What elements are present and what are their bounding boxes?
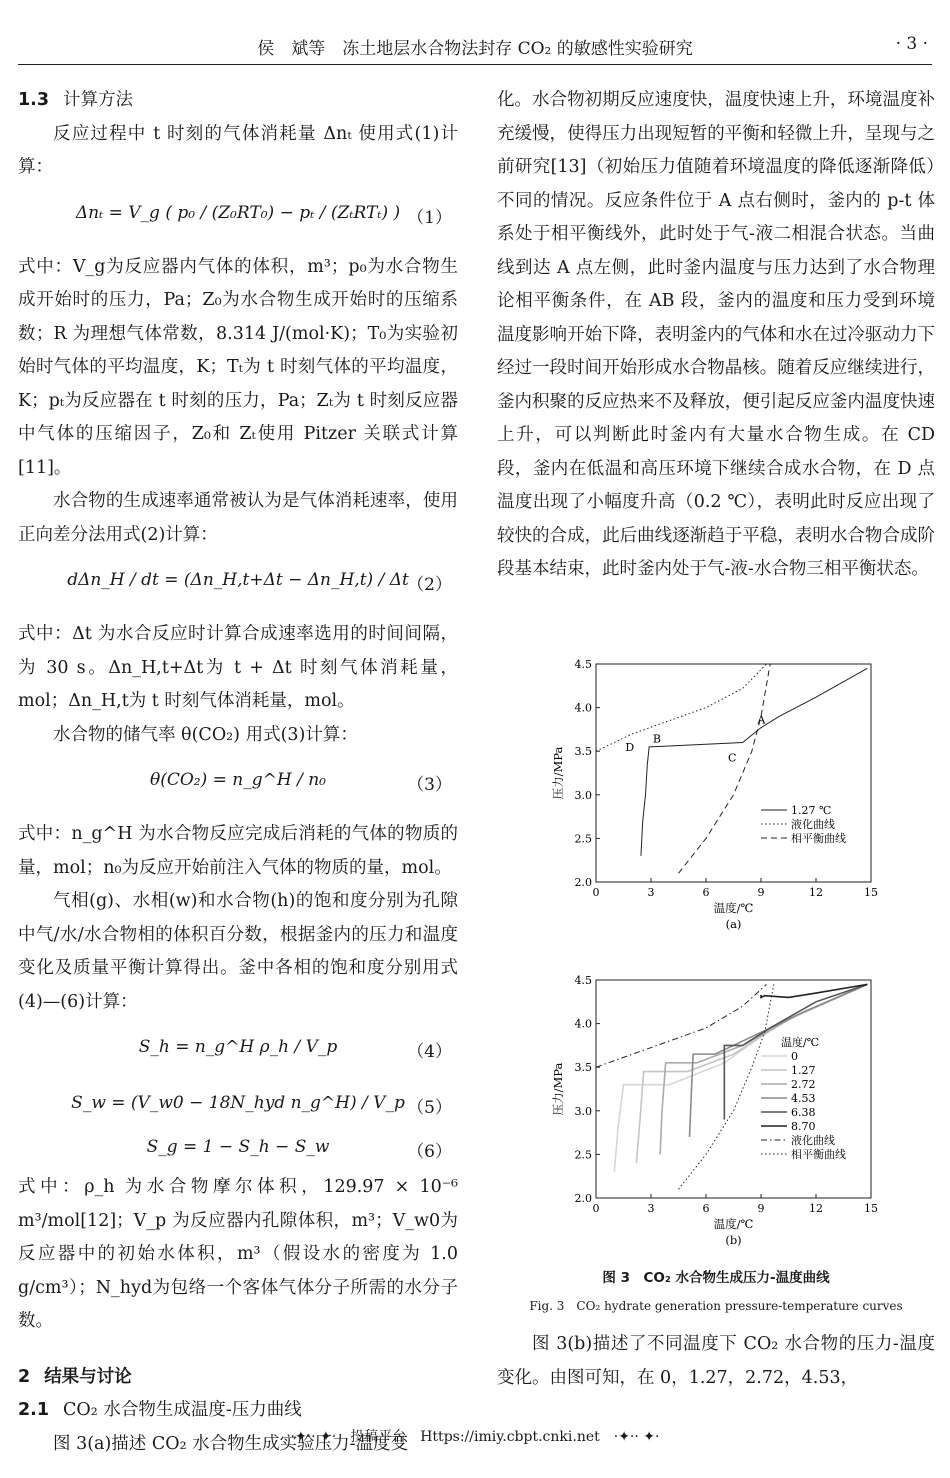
section-number: 2 — [18, 1366, 31, 1387]
y-axis-label: 压力/MPa — [551, 746, 565, 800]
x-tick-label: 6 — [702, 886, 710, 899]
legend-label: 液化曲线 — [791, 818, 835, 831]
section-title: 计算方法 — [63, 90, 134, 110]
equation-number: （5） — [407, 1098, 452, 1118]
legend-label: 1.27 — [791, 1064, 816, 1077]
footer: ·✦·· ✦· 投稿平台 Https://imiy.cbpt.cnki.net ·✦·· ✦· — [290, 1429, 660, 1445]
paragraph: 式中：ρ_h 为水合物摩尔体积，129.97 × 10⁻⁶ m³/mol[12]；V_p 为反应器内孔隙体积，m³；V_w0为反应器中的初始水体积，m³（假设水的密度为 1.0 g/cm³）；N_hyd为包络一个客体气体分子所需的水分子数。 — [18, 1177, 458, 1331]
figure-3b — [540, 966, 885, 1260]
legend-label: 2.72 — [791, 1078, 816, 1091]
x-tick-label: 15 — [864, 1202, 878, 1215]
x-tick-label: 9 — [757, 1202, 765, 1215]
running-header — [18, 30, 932, 65]
paragraph: 式中：V_g为反应器内气体的体积，m³；p₀为水合物生成开始时的压力，Pa；Z₀为水合物生成开始时的压缩系数；R 为理想气体常数，8.314 J/(mol·K)；T₀为实验初始时气体的平均温度，K；Tₜ为 t 时刻气体的平均温度，K；pₜ为反应器在 t 时刻的压力，Pa；Zₜ为 t 时刻反应器中气体的压缩因子，Z₀和 Zₜ使用 Pitzer 关联式计算[11]。 — [18, 256, 458, 478]
paragraph: 水合物的生成速率通常被认为是气体消耗速率，使用正向差分法用式(2)计算： — [18, 491, 458, 545]
x-axis-label: 温度/℃ — [713, 901, 754, 915]
equation-2 — [18, 552, 458, 618]
y-tick-label: 4.5 — [574, 974, 592, 987]
series-line — [679, 984, 774, 1189]
x-tick-label: 15 — [864, 886, 878, 899]
section-number: 2.1 — [18, 1400, 50, 1420]
x-tick-label: 3 — [647, 886, 655, 899]
x-tick-label: 6 — [702, 1202, 710, 1215]
section-1-3-heading — [18, 84, 458, 118]
equation-body: dΔn_H / dt = (Δn_H,t+Δt − Δn_H,t) / Δt — [67, 570, 409, 590]
series-line — [679, 664, 771, 873]
x-axis-label: 温度/℃ — [713, 1217, 754, 1231]
running-title: 侯 斌等 冻土地层水合物法封存 CO₂ 的敏感性实验研究 — [257, 39, 693, 59]
paragraph: 化。水合物初期反应速度快，温度快速上升，环境温度补充缓慢，使得压力出现短暂的平衡和轻微上升，呈现与之前研究[13]（初始压力值随着环境温度的降低逐渐降低）不同的情况。反应条件位于 A 点右侧时，釜内的 p-t 体系处于相平衡线外，此时处于气-液二相混合状态。当曲线到达 A 点左侧，此时釜内温度与压力达到了水合物理论相平衡条件，在 AB 段，釜内的温度和压力受到环境温度影响开始下降，表明釜内的气体和水在过冷驱动力下经过一段时间开始形成水合物晶核。随着反应继续进行，釜内积聚的反应热来不及释放，便引起反应釜内温度快速上升，可以判断此时釜内有大量水合物生成。在 CD 段，釜内在低温和高压环境下继续合成水合物，在 D 点温度出现了小幅度升高（0.2 ℃），表明此时反应出现了较快的合成，此后曲线逐渐趋于平稳，表明水合物合成阶段基本结束，此时釜内处于气-液-水合物三相平衡状态。 — [497, 90, 935, 579]
right-column-bottom — [497, 1328, 935, 1395]
equation-body: S_w = (V_w0 − 18N_hyd n_g^H) / V_p — [71, 1093, 405, 1113]
x-tick-label: 0 — [592, 886, 600, 899]
legend-title: 温度/℃ — [781, 1036, 820, 1049]
equation-body: S_h = n_g^H ρ_h / V_p — [138, 1037, 338, 1057]
paragraph: 水合物的储气率 θ(CO₂) 用式(3)计算： — [53, 724, 358, 745]
equation-number: （4） — [407, 1042, 452, 1062]
y-tick-label: 3.5 — [574, 1061, 592, 1075]
equation-number: （1） — [407, 207, 452, 228]
section-number: 1.3 — [18, 90, 50, 110]
y-tick-label: 4.0 — [574, 701, 592, 715]
point-label: C — [728, 751, 737, 765]
y-tick-label: 2.5 — [574, 832, 592, 846]
chart-b — [540, 966, 885, 1256]
y-tick-label: 2.0 — [574, 1192, 592, 1205]
paragraph: 图 3(b)描述了不同温度下 CO₂ 水合物的压力-温度变化。由图可知，在 0，1.27，2.72，4.53， — [497, 1334, 935, 1388]
figure-caption-cn: 图 3 CO₂ 水合物生成压力-温度曲线 — [602, 1270, 830, 1286]
equation-number: （6） — [407, 1142, 452, 1162]
paragraph: 式中：Δt 为水合反应时计算合成速率选用的时间间隔，为 30 s。Δn_H,t+Δt为 t + Δt 时刻气体消耗量，mol；Δn_H,t为 t 时刻气体消耗量，mol。 — [18, 624, 458, 711]
legend-label: 相平衡曲线 — [791, 1148, 846, 1161]
point-label: B — [652, 732, 661, 746]
point-label: D — [625, 741, 635, 755]
equation-body: S_g = 1 − S_h − S_w — [146, 1137, 330, 1157]
equation-4 — [18, 1019, 458, 1075]
section-title: 结果与讨论 — [44, 1366, 132, 1387]
right-column — [497, 84, 935, 587]
y-tick-label: 2.5 — [574, 1148, 592, 1162]
figure-caption-en: Fig. 3 CO₂ hydrate generation pressure-temperature curves — [529, 1299, 903, 1313]
legend-label: 相平衡曲线 — [791, 832, 846, 845]
legend-label: 1.27 ℃ — [791, 804, 832, 817]
x-tick-label: 12 — [809, 1202, 823, 1215]
y-tick-label: 4.0 — [574, 1017, 592, 1031]
y-tick-label: 3.0 — [574, 788, 592, 802]
panel-label: (a) — [725, 917, 742, 931]
equation-3 — [18, 752, 458, 818]
equation-body: Δnₜ = V_g ( p₀ / (Z₀RT₀) − pₜ / (ZₜRTₜ) ) — [75, 202, 401, 223]
paragraph: 图 3(a)描述 CO₂ 水合物生成实验压力-温度变 — [53, 1433, 409, 1454]
left-column — [18, 84, 458, 1461]
series-line — [596, 984, 767, 1067]
y-tick-label: 4.5 — [574, 658, 592, 671]
equation-body: θ(CO₂) = n_g^H / n₀ — [149, 770, 326, 790]
legend-label: 4.53 — [791, 1092, 816, 1105]
equation-1 — [18, 185, 458, 251]
paragraph: 气相(g)、水相(w)和水合物(h)的饱和度分别为孔隙中气/水/水合物相的体积百分数，根据釜内的压力和温度变化及质量平衡计算得出。釜中各相的饱和度分别用式(4)—(6)计算： — [18, 891, 458, 1012]
x-tick-label: 0 — [592, 1202, 600, 1215]
y-tick-label: 3.5 — [574, 745, 592, 759]
series-line — [596, 664, 767, 751]
section-title: CO₂ 水合物生成温度-压力曲线 — [63, 1400, 302, 1420]
x-tick-label: 12 — [809, 886, 823, 899]
panel-label: (b) — [725, 1233, 742, 1247]
equation-number: （2） — [407, 575, 452, 595]
equation-6 — [18, 1131, 458, 1171]
equation-number: （3） — [407, 775, 452, 795]
figure-3a — [540, 650, 885, 944]
equation-5 — [18, 1075, 458, 1131]
y-tick-label: 2.0 — [574, 876, 592, 889]
chart-a — [540, 650, 885, 940]
legend-label: 0 — [791, 1050, 798, 1063]
paragraph: 式中：n_g^H 为水合物反应完成后消耗的气体的物质的量，mol；n₀为反应开始前注入气体的物质的量，mol。 — [18, 824, 458, 878]
plot-frame — [596, 980, 871, 1198]
y-axis-label: 压力/MPa — [551, 1062, 565, 1116]
section-2-1-heading — [18, 1394, 458, 1428]
point-label: A — [757, 713, 766, 727]
paragraph: 反应过程中 t 时刻的气体消耗量 Δnₜ 使用式(1)计算： — [18, 123, 458, 177]
legend-label: 8.70 — [791, 1120, 816, 1133]
section-2-heading — [18, 1361, 458, 1395]
legend-label: 6.38 — [791, 1106, 816, 1119]
x-tick-label: 3 — [647, 1202, 655, 1215]
x-tick-label: 9 — [757, 886, 765, 899]
y-tick-label: 3.0 — [574, 1104, 592, 1118]
plot-frame — [596, 664, 871, 882]
legend-label: 液化曲线 — [791, 1134, 835, 1147]
page-number: · 3 · — [895, 34, 928, 54]
